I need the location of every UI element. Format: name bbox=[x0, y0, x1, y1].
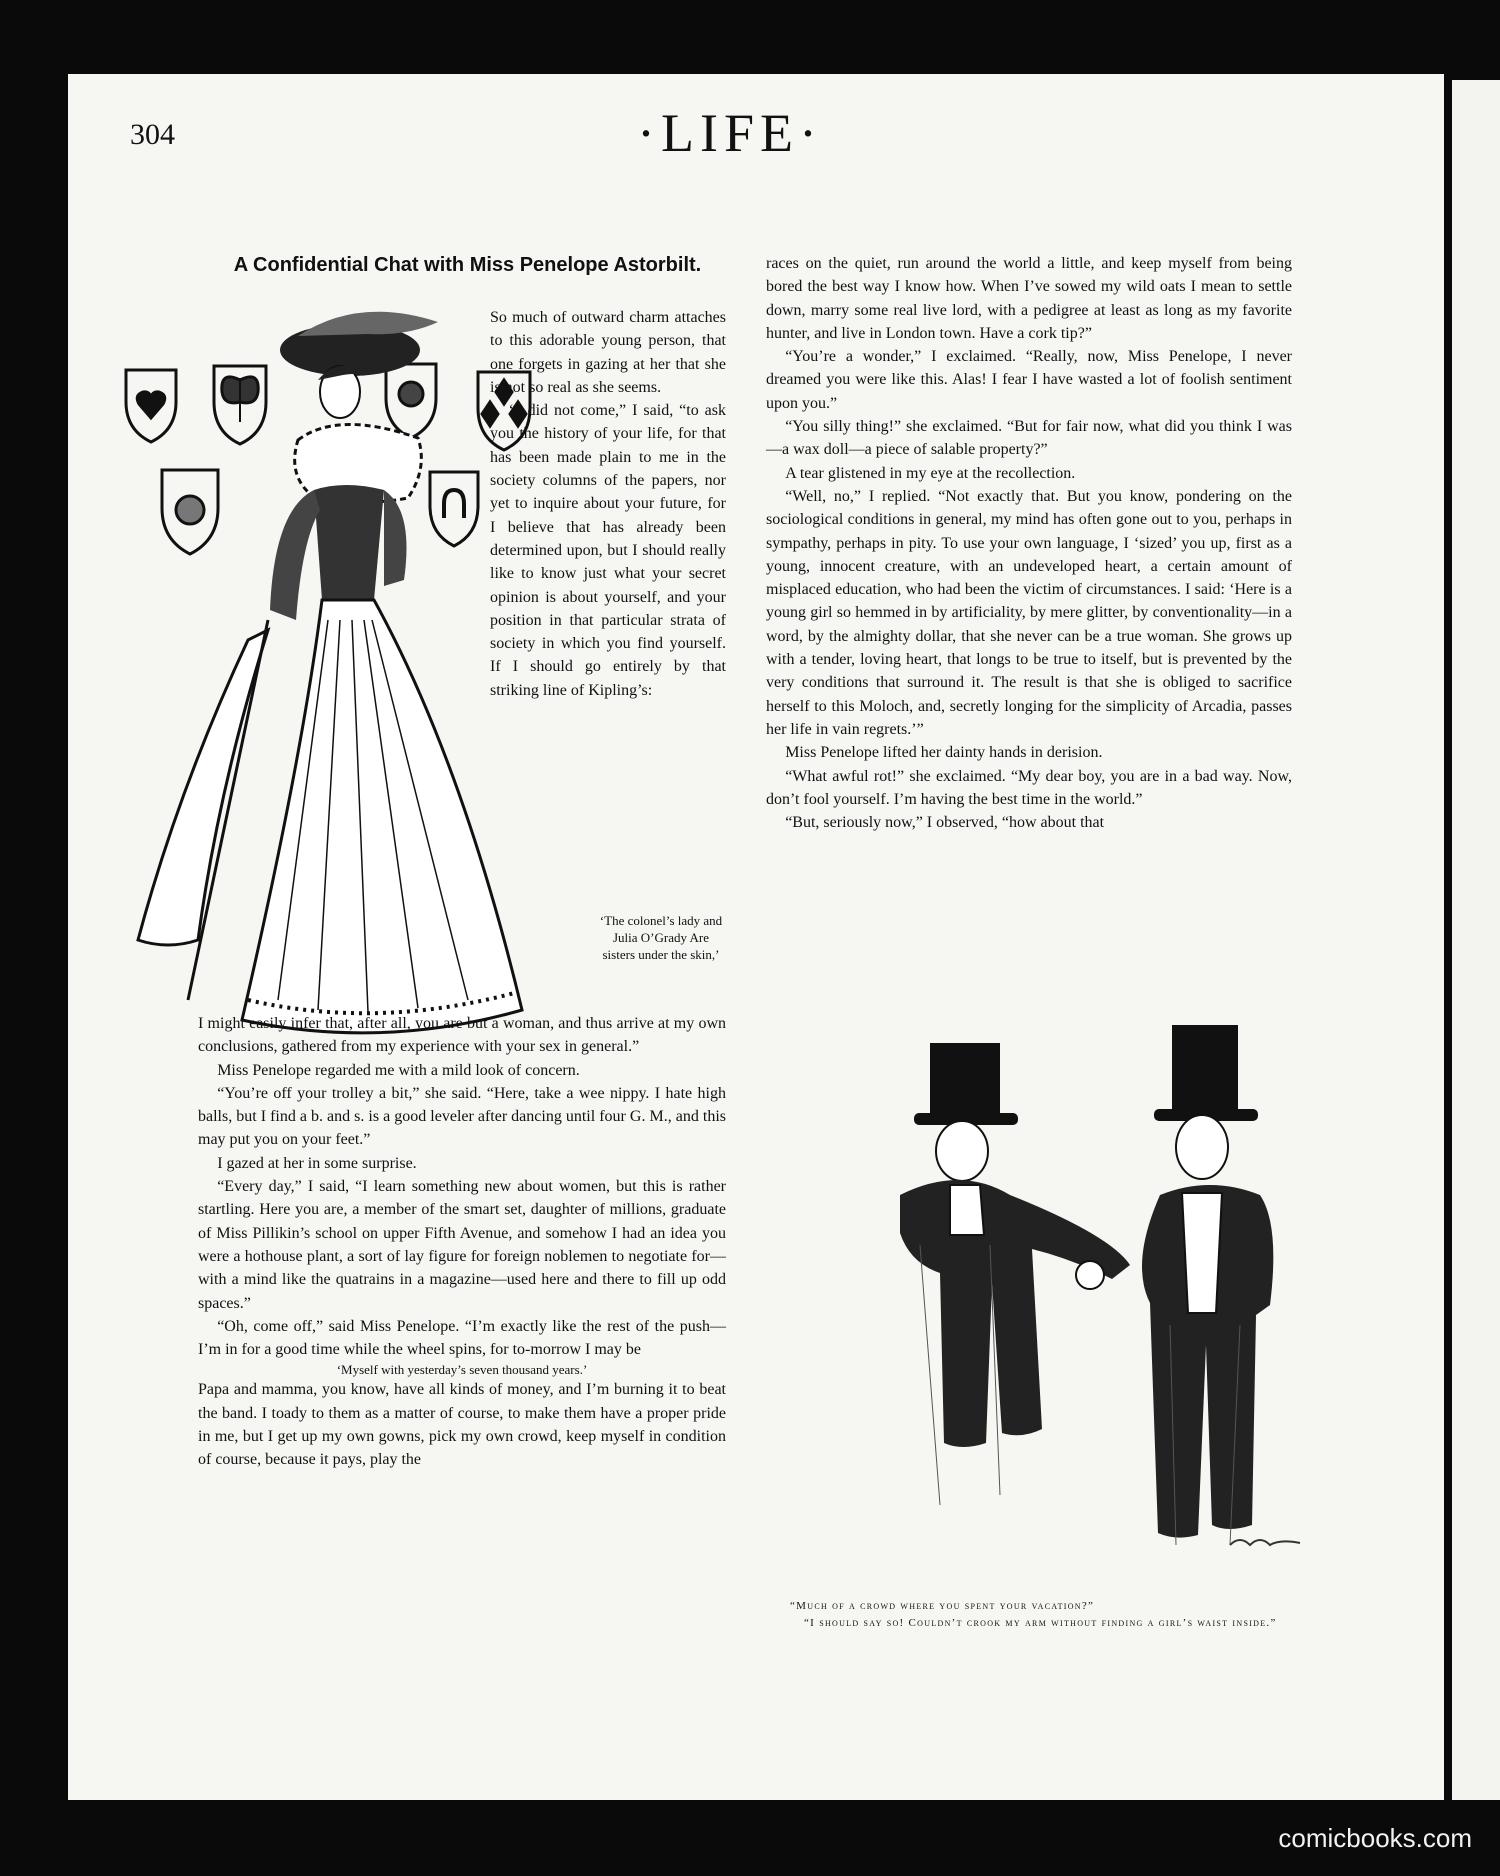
paragraph: “Oh, come off,” said Miss Penelope. “I’m exactly like the rest of the push—I’m in for a good time while the wheel spins, for to-morrow I may be bbox=[198, 1317, 726, 1359]
paragraph: I might easily infer that, after all, you are but a woman, and thus arrive at my own conclusions, gathered from my experience with your sex in general.” bbox=[198, 1015, 726, 1056]
paragraph: “But, seriously now,” I observed, “how about that bbox=[785, 814, 1105, 832]
page-number: 304 bbox=[130, 118, 175, 151]
paragraph: So much of outward charm attaches to this adorable young person, that one forgets in gazing at her that she is not so real as she seems. bbox=[490, 309, 726, 396]
quote: ‘Myself with yesterday’s seven thousand years.’ bbox=[336, 1362, 588, 1378]
next-page-edge bbox=[1448, 80, 1500, 1800]
article-column-left-lower bbox=[198, 1012, 726, 1472]
quote: ‘The colonel’s lady and Julia O’Grady Are sisters under the skin,’ bbox=[599, 913, 723, 962]
two-gentlemen-cartoon bbox=[790, 1025, 1350, 1585]
left-gentleman-icon bbox=[900, 1043, 1130, 1505]
heart-shield-icon bbox=[126, 370, 176, 442]
kipling-quote bbox=[596, 912, 726, 963]
paragraph: I gazed at her in some surprise. bbox=[217, 1154, 417, 1172]
watermark: comicbooks.com bbox=[1278, 1823, 1472, 1853]
lady-illustration bbox=[118, 300, 538, 1060]
paragraph: Papa and mamma, you know, have all kinds of money, and I’m burning it to beat the band. I toady to them as a matter of course, to make them have a proper pride in me, but I get up my own gowns, pick my own crowd, keep myself in condition of course, because it pays, play the bbox=[198, 1381, 726, 1469]
paragraph: “You’re off your trolley a bit,” she said. “Here, take a wee nippy. I hate high balls, but I find a b. and s. is a good leveler after dancing until four G. M., and this may put you on your feet.” bbox=[198, 1084, 726, 1149]
paragraph: Miss Penelope regarded me with a mild look of concern. bbox=[217, 1061, 580, 1079]
masthead: ·LIFE· bbox=[637, 103, 823, 163]
paragraph: Miss Penelope lifted her dainty hands in derision. bbox=[785, 744, 1103, 762]
rose-shield-icon bbox=[386, 364, 436, 438]
plumed-hat-icon bbox=[280, 312, 438, 376]
paragraph: “What awful rot!” she exclaimed. “My dear boy, you are in a bad way. Now, don’t fool yourself. I’m having the best time in the world.” bbox=[766, 767, 1292, 808]
cartoon-caption bbox=[790, 1598, 1310, 1632]
horseshoe-shield-icon bbox=[430, 472, 478, 546]
butterfly-shield-icon bbox=[214, 366, 266, 444]
money-wings-shield-icon bbox=[162, 470, 218, 554]
article-column-left bbox=[490, 306, 726, 702]
paragraph: “You’re a wonder,” I exclaimed. “Really, now, Miss Penelope, I never dreamed you were like this. Alas! I fear I have wasted a lot of foolish sentiment upon you.” bbox=[766, 348, 1292, 412]
paragraph: races on the quiet, run around the world a little, and keep myself from being bored the best way I know how. When I’ve sowed my wild oats I mean to settle down, marry some real live lord, with a pedigree at least as long as my favorite hunter, and live in London town. Have a cork tip?” bbox=[766, 255, 1292, 342]
article-column-right bbox=[766, 252, 1292, 834]
paragraph: “I did not come,” I said, “to ask you the history of your life, for that has been made plain to me in the society columns of the papers, nor yet to inquire about your future, for I believe that has already been determined upon, but I should really like to know just what your secret opinion is about yourself, and your position in that particular strata of society in which you find yourself. If I should go entirely by that striking line of Kipling’s: bbox=[490, 402, 726, 699]
article-title: A Confidential Chat with Miss Penelope Astorbilt. bbox=[233, 254, 702, 276]
paragraph: “Every day,” I said, “I learn something new about women, but this is rather startling. Here you are, a member of the smart set, daughter of millions, graduate of Miss Pillikin’s school on upper Fifth Avenue, and somehow I had an idea you were a hothouse plant, a sort of lay figure for foreign noblemen to negotiate for—with a mind like the quatrains in a magazine—used here and there to fill up odd spaces.” bbox=[198, 1178, 726, 1312]
caption-line: “I should say so! Couldn’t crook my arm without finding a girl’s waist inside.” bbox=[804, 1617, 1277, 1629]
paragraph: A tear glistened in my eye at the recollection. bbox=[785, 464, 1076, 482]
parasol-icon bbox=[138, 620, 268, 1000]
right-gentleman-icon bbox=[1142, 1025, 1273, 1545]
caption-line: “Much of a crowd where you spent your vacation?” bbox=[790, 1600, 1095, 1612]
paragraph: “Well, no,” I replied. “Not exactly that. But you know, pondering on the sociological conditions in general, my mind has often gone out to you, perhaps in sympathy, perhaps in pity. To use your own language, I ‘sized’ you up, first as a young, innocent creature, with an undeveloped heart, a certain amount of misplaced education, who had been the victim of circumstances. I said: ‘Here is a young girl so hemmed in by artificiality, by mere glitter, by conventionality—in a word, by the almighty dollar, that she never can be a true woman. She grows up with a tender, loving heart, that longs to be true to itself, but is prevented by the very conditions that surround it. The result is that she is obliged to sacrifice herself to this Moloch, and, secretly longing for the simplicity of Arcadia, passes her life in vain regrets.’” bbox=[766, 487, 1292, 738]
paragraph: “You silly thing!” she exclaimed. “But for fair now, what did you think I was—a wax doll—a piece of salable property?” bbox=[766, 418, 1292, 459]
